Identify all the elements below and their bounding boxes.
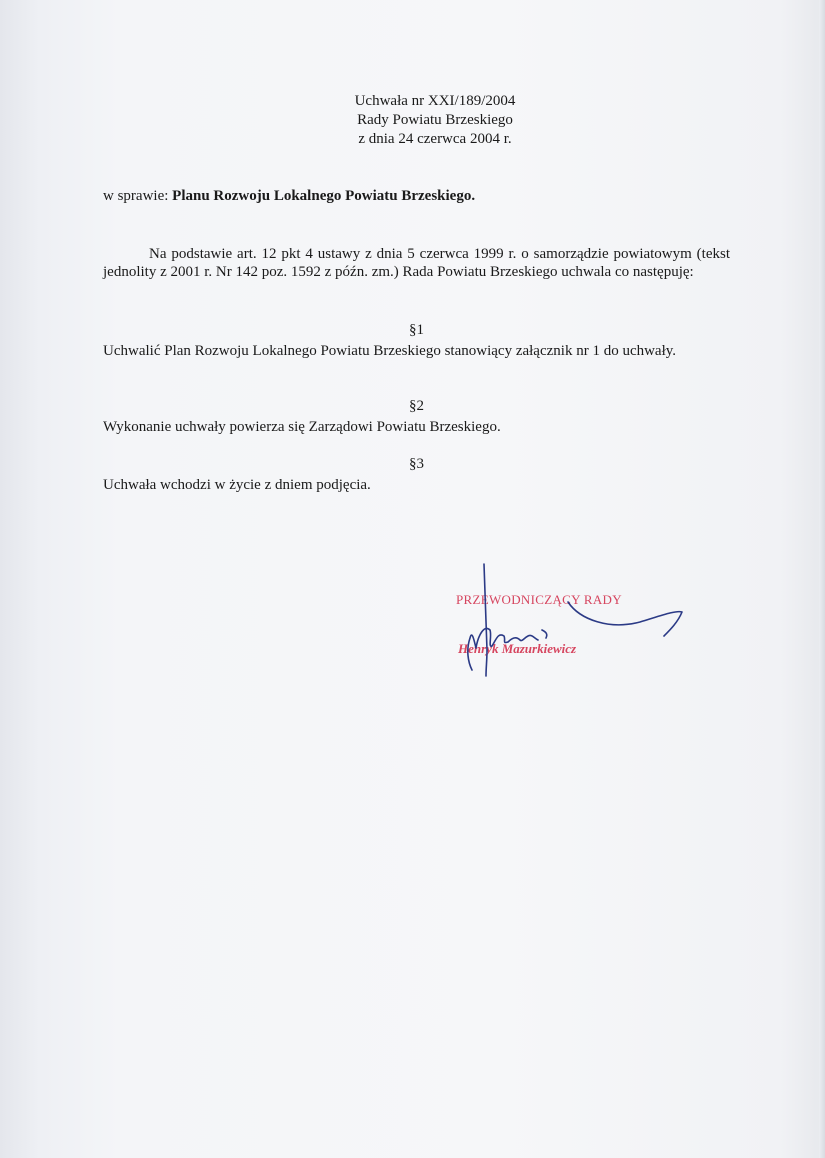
section-3-mark: §3	[409, 456, 424, 472]
section-1-text: Uchwalić Plan Rozwoju Lokalnego Powiatu Brzeskiego stanowiący załącznik nr 1 do uchwały.	[103, 343, 677, 359]
chairman-stamp-name: Henryk Mazurkiewicz	[458, 641, 577, 656]
chairman-stamp-title: PRZEWODNICZĄCY RADY	[456, 592, 622, 607]
signature-block	[450, 560, 700, 690]
legal-basis-paragraph: Na podstawie art. 12 pkt 4 ustawy z dnia 5 czerwca 1999 r. o samorządzie powiatowym (tekst jednolity z 2001 r. Nr 142 poz. 1592 z późn. zm.) Rada Powiatu Brzeskiego uchwala co następuję:	[103, 246, 730, 280]
resolution-number: Uchwała nr XXI/189/2004	[354, 93, 516, 109]
section-2-text: Wykonanie uchwały powierza się Zarządowi Powiatu Brzeskiego.	[103, 419, 501, 435]
resolution-header	[300, 92, 570, 149]
section-2-mark: §2	[409, 398, 424, 414]
section-1-mark: §1	[409, 322, 424, 338]
handwritten-signature	[450, 560, 700, 690]
section-3-text: Uchwała wchodzi w życie z dniem podjęcia.	[103, 477, 371, 493]
subject-title: Planu Rozwoju Lokalnego Powiatu Brzeskiego.	[172, 188, 476, 204]
resolution-date: z dnia 24 czerwca 2004 r.	[358, 131, 512, 147]
council-name: Rady Powiatu Brzeskiego	[357, 112, 513, 128]
subject-line	[103, 188, 475, 205]
scan-edge	[819, 0, 825, 1158]
subject-prefix: w sprawie:	[103, 188, 173, 204]
